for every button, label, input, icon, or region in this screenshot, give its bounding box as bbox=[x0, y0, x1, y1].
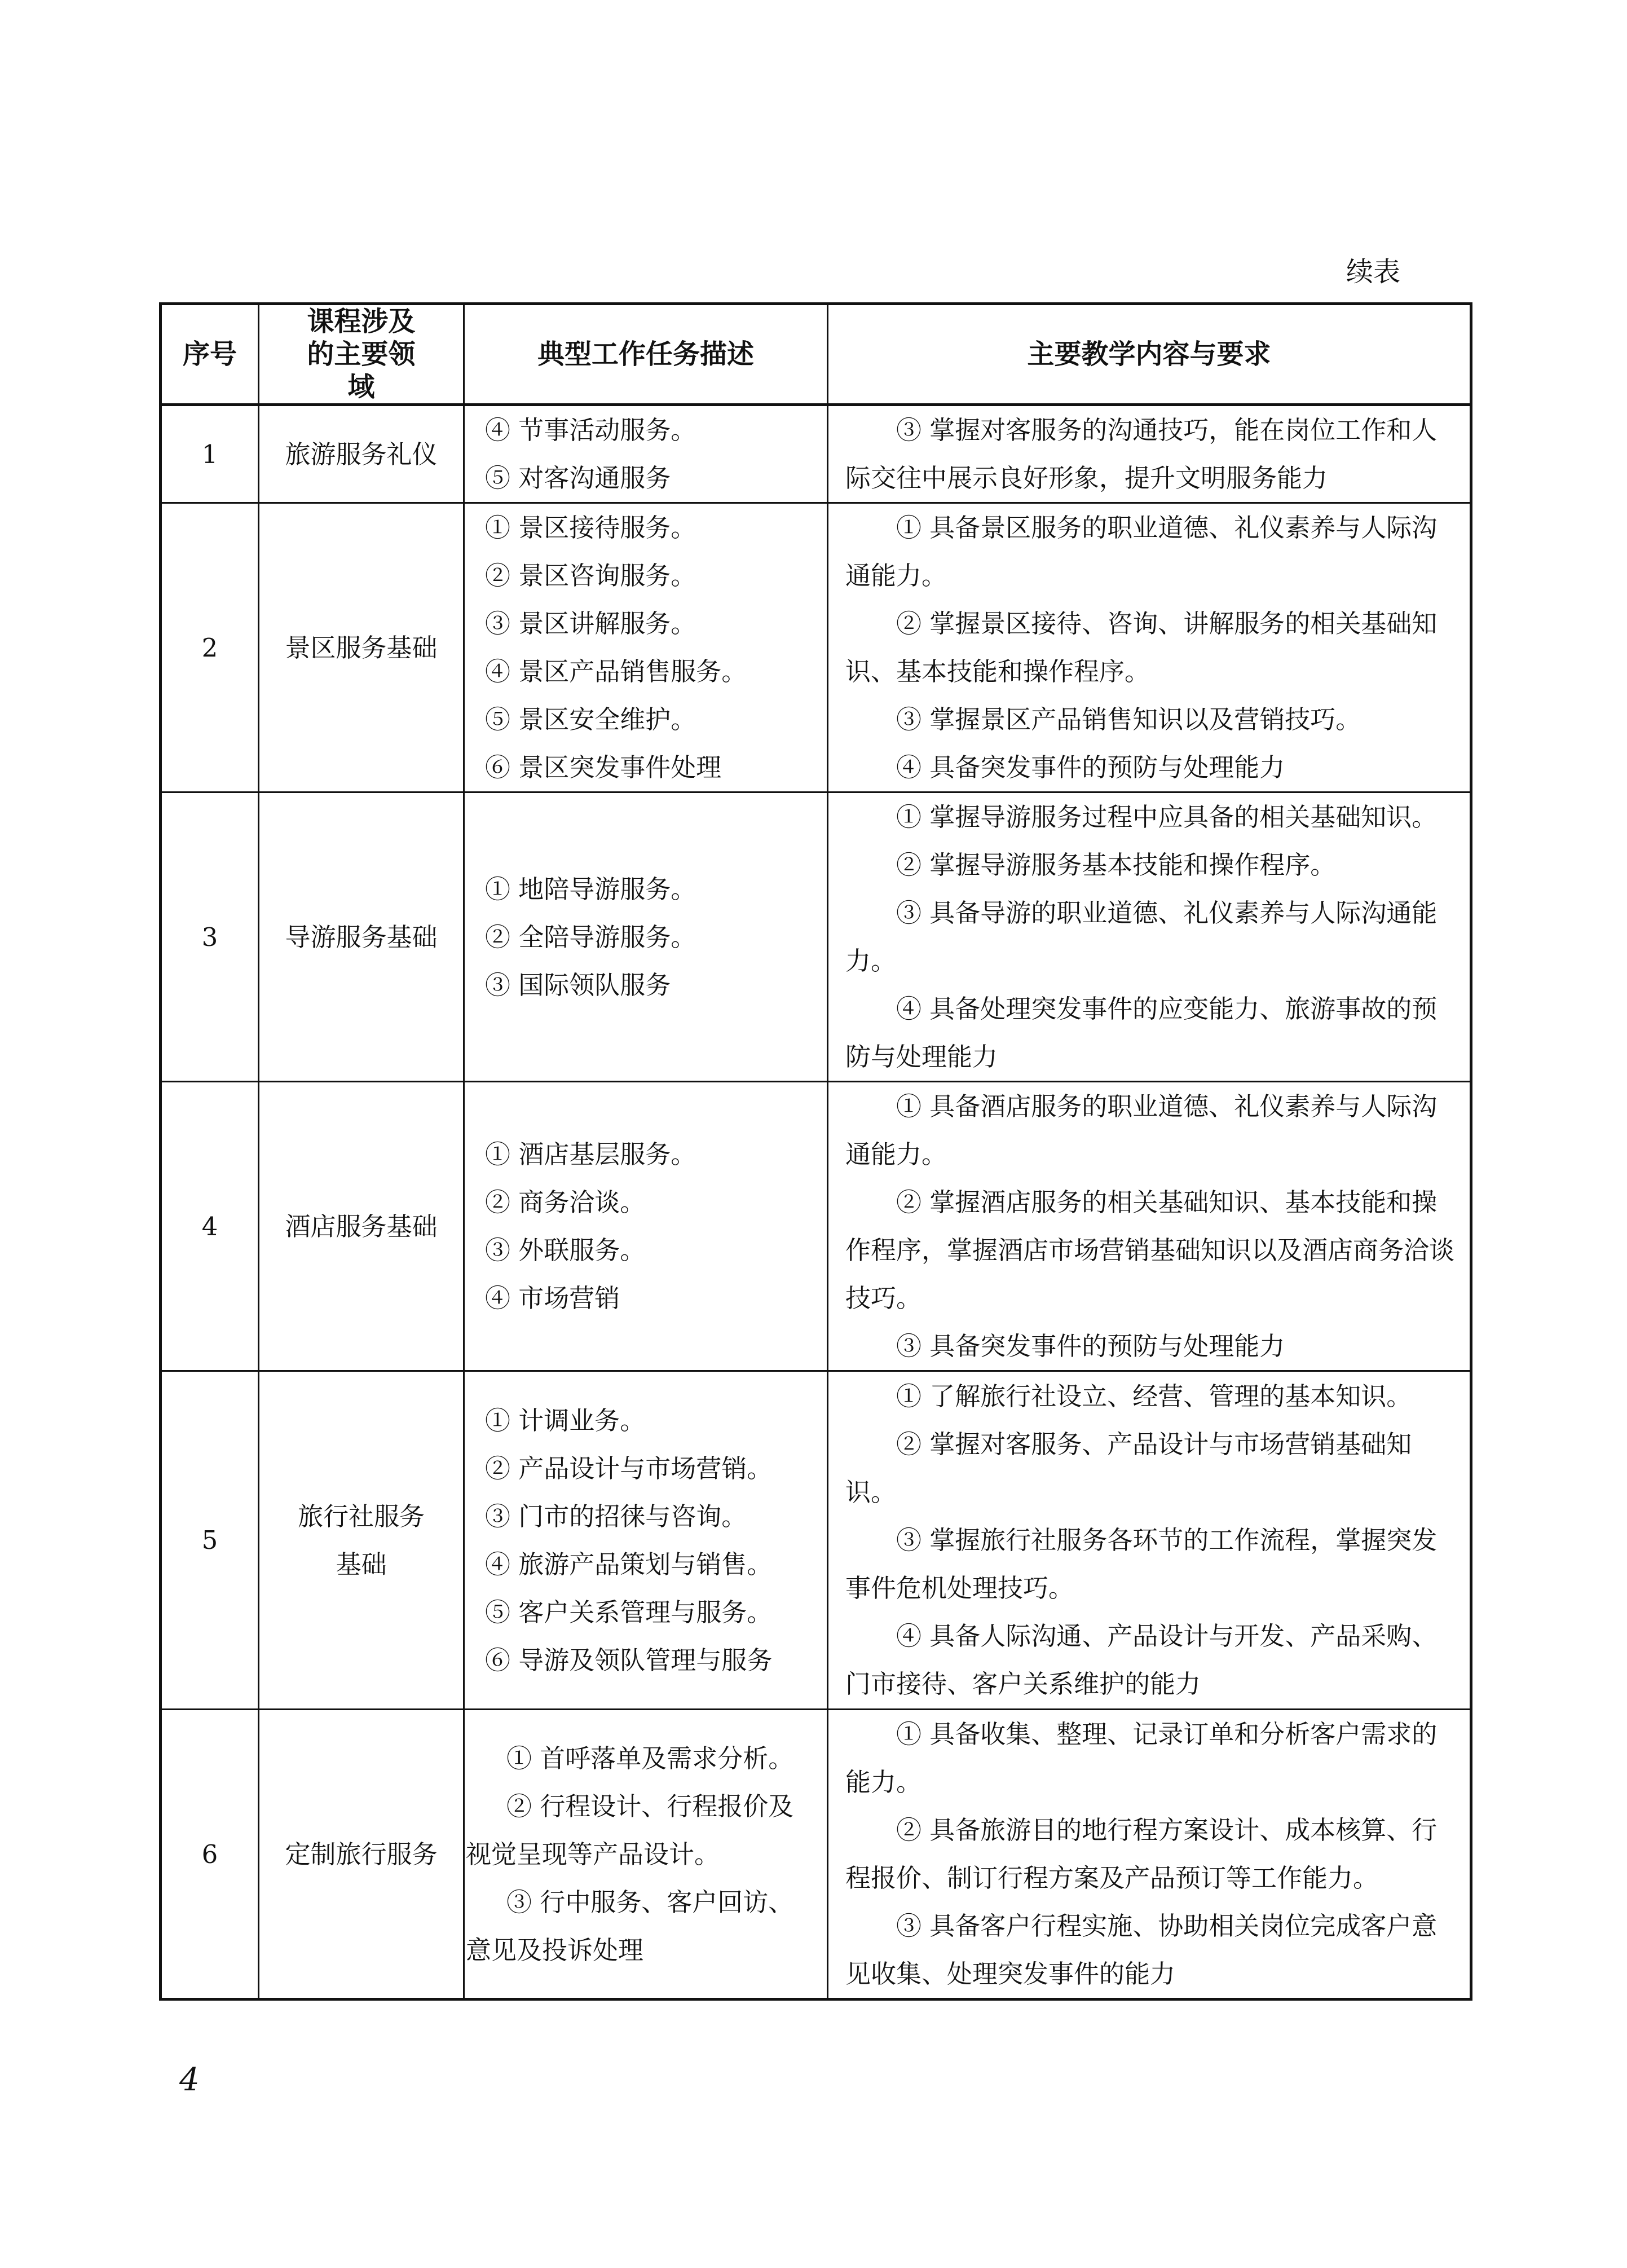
requirement-item: ④ 具备人际沟通、产品设计与开发、产品采购、门市接待、客户关系维护的能力 bbox=[845, 1621, 1438, 1699]
cell-task-description bbox=[464, 405, 828, 503]
cell-course-area bbox=[259, 1371, 464, 1710]
task-item: ③ 景区讲解服务。 bbox=[485, 609, 696, 638]
table-header-row bbox=[161, 304, 1471, 405]
table-row bbox=[161, 503, 1471, 792]
header-course-area: 课程涉及的主要领域 bbox=[259, 304, 464, 405]
task-item: ④ 节事活动服务。 bbox=[485, 415, 696, 445]
cell-serial-number: 1 bbox=[161, 405, 259, 503]
cell-task-description bbox=[464, 1371, 828, 1710]
requirement-item: ② 掌握导游服务基本技能和操作程序。 bbox=[896, 850, 1336, 880]
cell-teaching-requirements bbox=[828, 503, 1471, 792]
cell-teaching-requirements bbox=[828, 1710, 1471, 2000]
requirement-item: ② 具备旅游目的地行程方案设计、成本核算、行程报价、制订行程方案及产品预订等工作能力。 bbox=[845, 1815, 1438, 1893]
requirement-item: ③ 具备客户行程实施、协助相关岗位完成客户意见收集、处理突发事件的能力 bbox=[845, 1911, 1438, 1989]
header-teaching-requirements: 主要教学内容与要求 bbox=[828, 304, 1471, 405]
table-row bbox=[161, 792, 1471, 1082]
course-area-label: 酒店服务基础 bbox=[285, 1211, 438, 1241]
task-item: ③ 门市的招徕与咨询。 bbox=[485, 1501, 747, 1531]
course-area-label: 景区服务基础 bbox=[285, 632, 438, 663]
requirement-item: ③ 具备突发事件的预防与处理能力 bbox=[896, 1331, 1285, 1361]
requirement-item: ④ 具备处理突发事件的应变能力、旅游事故的预防与处理能力 bbox=[845, 994, 1438, 1072]
requirement-item: ② 掌握对客服务、产品设计与市场营销基础知识。 bbox=[845, 1429, 1412, 1507]
cell-course-area bbox=[259, 1710, 464, 2000]
cell-teaching-requirements bbox=[828, 1082, 1471, 1371]
requirement-item: ① 具备景区服务的职业道德、礼仪素养与人际沟通能力。 bbox=[845, 513, 1438, 591]
requirement-item: ③ 掌握景区产品销售知识以及营销技巧。 bbox=[896, 704, 1361, 734]
task-item: ④ 景区产品销售服务。 bbox=[485, 657, 747, 686]
cell-task-description bbox=[464, 503, 828, 792]
cell-task-description bbox=[464, 1082, 828, 1371]
cell-task-description bbox=[464, 1710, 828, 2000]
header-task-description: 典型工作任务描述 bbox=[464, 304, 828, 405]
task-item: ① 酒店基层服务。 bbox=[485, 1139, 696, 1169]
cell-course-area bbox=[259, 1082, 464, 1371]
task-item: ① 地陪导游服务。 bbox=[485, 874, 696, 904]
cell-course-area bbox=[259, 405, 464, 503]
page-number: 4 bbox=[179, 2062, 200, 2098]
task-item: ① 首呼落单及需求分析。 bbox=[506, 1743, 794, 1773]
header-serial-number: 序号 bbox=[161, 304, 259, 405]
task-item: ② 行程设计、行程报价及视觉呈现等产品设计。 bbox=[466, 1791, 794, 1869]
task-item: ③ 国际领队服务 bbox=[485, 970, 671, 1000]
table-row bbox=[161, 405, 1471, 503]
task-item: ③ 外联服务。 bbox=[485, 1235, 646, 1265]
requirement-item: ③ 掌握旅行社服务各环节的工作流程，掌握突发事件危机处理技巧。 bbox=[845, 1525, 1438, 1603]
cell-teaching-requirements bbox=[828, 792, 1471, 1082]
task-item: ⑥ 景区突发事件处理 bbox=[485, 752, 722, 782]
course-area-label: 旅游服务礼仪 bbox=[285, 439, 438, 469]
task-item: ② 产品设计与市场营销。 bbox=[485, 1453, 773, 1483]
cell-course-area bbox=[259, 792, 464, 1082]
cell-serial-number: 6 bbox=[161, 1710, 259, 2000]
task-item: ② 景区咨询服务。 bbox=[485, 561, 696, 591]
requirement-item: ③ 具备导游的职业道德、礼仪素养与人际沟通能力。 bbox=[845, 898, 1438, 976]
course-area-label: 导游服务基础 bbox=[285, 922, 438, 952]
task-item: ③ 行中服务、客户回访、意见及投诉处理 bbox=[466, 1887, 794, 1965]
cell-serial-number: 5 bbox=[161, 1371, 259, 1710]
requirement-item: ① 掌握导游服务过程中应具备的相关基础知识。 bbox=[896, 802, 1438, 832]
task-item: ② 全陪导游服务。 bbox=[485, 922, 696, 952]
table-row bbox=[161, 1082, 1471, 1371]
table-row bbox=[161, 1371, 1471, 1710]
task-item: ① 景区接待服务。 bbox=[485, 513, 696, 543]
cell-serial-number: 4 bbox=[161, 1082, 259, 1371]
task-item: ⑤ 对客沟通服务 bbox=[485, 463, 671, 493]
task-item: ⑤ 客户关系管理与服务。 bbox=[485, 1597, 773, 1627]
task-item: ② 商务洽谈。 bbox=[485, 1187, 646, 1217]
cell-serial-number: 2 bbox=[161, 503, 259, 792]
cell-teaching-requirements bbox=[828, 405, 1471, 503]
continued-label: 续表 bbox=[1346, 256, 1400, 288]
requirement-item: ① 了解旅行社设立、经营、管理的基本知识。 bbox=[896, 1381, 1412, 1411]
curriculum-table bbox=[159, 302, 1472, 2001]
cell-serial-number: 3 bbox=[161, 792, 259, 1082]
cell-course-area bbox=[259, 503, 464, 792]
task-item: ④ 旅游产品策划与销售。 bbox=[485, 1549, 773, 1579]
requirement-item: ② 掌握景区接待、咨询、讲解服务的相关基础知识、基本技能和操作程序。 bbox=[845, 609, 1438, 686]
requirement-item: ④ 具备突发事件的预防与处理能力 bbox=[896, 752, 1285, 782]
requirement-item: ② 掌握酒店服务的相关基础知识、基本技能和操作程序，掌握酒店市场营销基础知识以及酒店商务洽谈技巧。 bbox=[845, 1187, 1455, 1313]
cell-teaching-requirements bbox=[828, 1371, 1471, 1710]
task-item: ④ 市场营销 bbox=[485, 1283, 620, 1313]
requirement-item: ③ 掌握对客服务的沟通技巧，能在岗位工作和人际交往中展示良好形象，提升文明服务能力 bbox=[845, 415, 1438, 493]
cell-task-description bbox=[464, 792, 828, 1082]
requirement-item: ① 具备酒店服务的职业道德、礼仪素养与人际沟通能力。 bbox=[845, 1091, 1438, 1169]
course-area-label: 定制旅行服务 bbox=[285, 1839, 438, 1869]
table-body bbox=[161, 405, 1471, 2000]
requirement-item: ① 具备收集、整理、记录订单和分析客户需求的能力。 bbox=[845, 1719, 1438, 1797]
task-item: ① 计调业务。 bbox=[485, 1405, 646, 1435]
task-item: ⑥ 导游及领队管理与服务 bbox=[485, 1645, 773, 1675]
table-row bbox=[161, 1710, 1471, 2000]
course-area-label: 旅行社服务基础 bbox=[297, 1501, 425, 1579]
task-item: ⑤ 景区安全维护。 bbox=[485, 704, 696, 734]
